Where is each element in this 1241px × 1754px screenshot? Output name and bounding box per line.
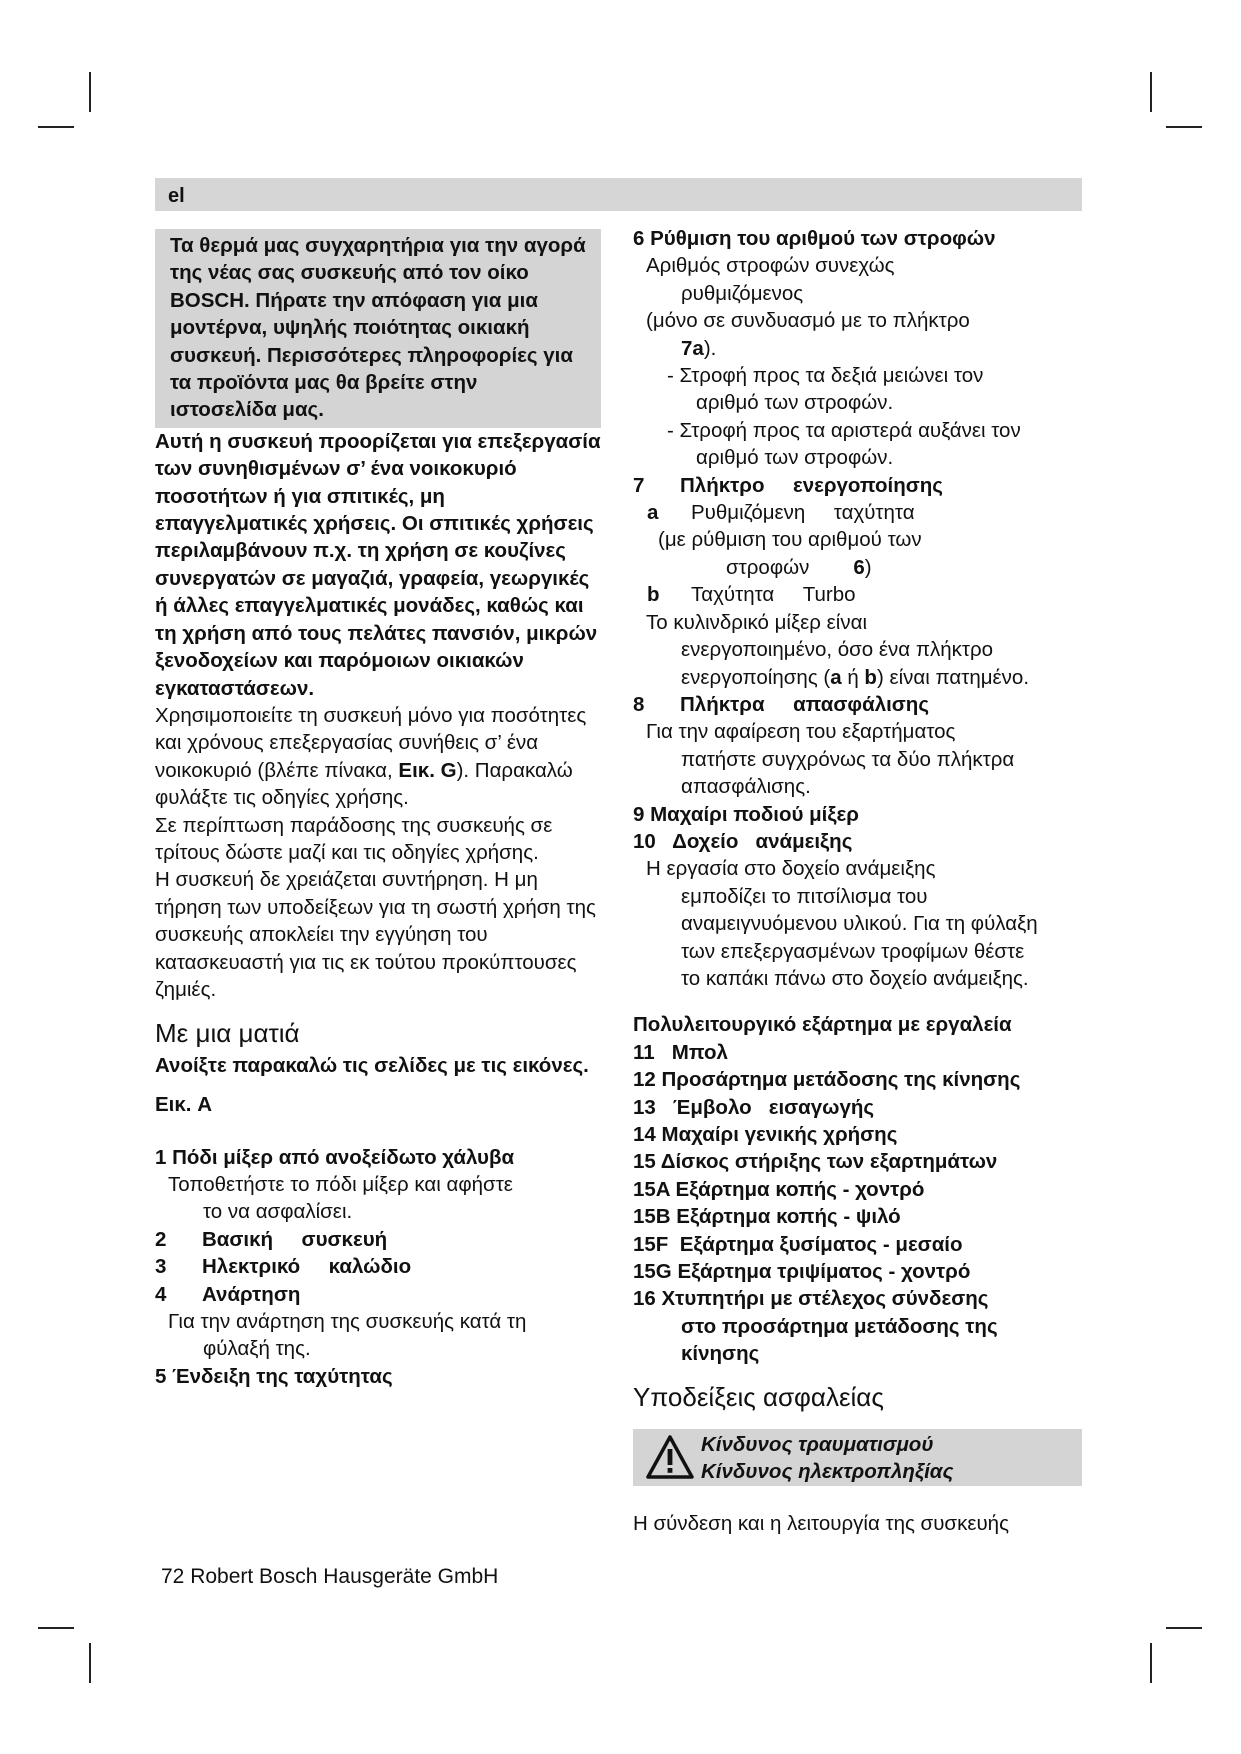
item-10: 10 Δοχείο ανάμειξης — [633, 829, 853, 853]
item-15g: 15G Εξάρτημα τριψίματος - χοντρό — [633, 1260, 971, 1284]
item-10-desc3: αναμειγνυόμενου υλικού. Για τη φύλαξη — [681, 912, 1038, 936]
item-7-desc1: Το κυλινδρικό μίξερ είναι — [646, 610, 867, 634]
item-7a-line3: στροφών 6) — [726, 555, 872, 579]
item-6-detail2-cont: αριθμό των στροφών. — [696, 446, 894, 470]
intended-use-text: Χρησιμοποιείτε τη συσκευή μόνο για ποσότητες και χρόνους επεξεργασίας συνήθεις σ’ ένα νοικοκυριό (βλέπε πίνακα, Εικ. G). Παρακαλώ φυλάξτε τις οδηγίες χρήσης. — [155, 703, 587, 810]
left-column — [155, 229, 601, 1390]
crop-mark — [1150, 1643, 1152, 1683]
overview-heading: Με μια ματιά — [155, 1018, 300, 1049]
item-1-desc: Τοποθετήστε το πόδι μίξερ και αφήστε — [168, 1173, 513, 1196]
item-1: 1 Πόδι μίξερ από ανοξείδωτο χάλυβα — [155, 1145, 515, 1169]
item-6-line1: Αριθμός στροφών συνεχώς — [646, 254, 895, 278]
item-4-desc: Για την ανάρτηση της συσκευής κατά τη — [168, 1310, 527, 1334]
item-16-cont2: κίνησης — [681, 1342, 760, 1366]
pass-on-text: Σε περίπτωση παράδοσης της συσκευής σε τρίτους δώστε μαζί και τις οδηγίες χρήσης. — [155, 813, 553, 864]
multi-tool-heading: Πολυλειτουργικό εξάρτημα με εργαλεία — [633, 1013, 1012, 1037]
crop-mark — [38, 1627, 74, 1629]
item-7a-line2: (με ρύθμιση του αριθμού των — [658, 528, 922, 552]
item-7: 7 Πλήκτρο ενεργοποίησης — [633, 473, 943, 497]
page-footer: 72 Robert Bosch Hausgeräte GmbH — [161, 1565, 499, 1588]
fig-g-reference: Εικ. G — [398, 758, 457, 782]
fig-a-label: Εικ. A — [155, 1093, 212, 1117]
item-6: 6 Ρύθμιση του αριθμού των στροφών — [633, 227, 996, 250]
item-8-desc2: πατήστε συγχρόνως τα δύο πλήκτρα — [681, 747, 1015, 771]
item-7b: b Ταχύτητα Turbo — [647, 583, 856, 607]
item-15f: 15F Εξάρτημα ξυσίματος - μεσαίο — [633, 1232, 963, 1256]
item-6-detail1: - Στροφή προς τα δεξιά μειώνει τον — [667, 364, 984, 388]
item-13: 13 Έμβολο εισαγωγής — [633, 1095, 875, 1119]
item-10-desc1: Η εργασία στο δοχείο ανάμειξης — [646, 857, 936, 881]
crop-mark — [89, 1643, 91, 1683]
safety-heading: Υποδείξεις ασφαλείας — [633, 1381, 884, 1412]
item-8: 8 Πλήκτρα απασφάλισης — [633, 692, 929, 716]
crop-mark — [89, 72, 91, 112]
item-15b: 15B Εξάρτημα κοπής - ψιλό — [633, 1205, 901, 1229]
item-12: 12 Προσάρτημα μετάδοσης της κίνησης — [633, 1068, 1021, 1092]
right-column — [633, 225, 1082, 1537]
item-8-desc1: Για την αφαίρεση του εξαρτήματος — [646, 720, 956, 744]
maintenance-text: Η συσκευή δε χρειάζεται συντήρηση. Η μη τήρηση των υποδείξεων για τη σωστή χρήση της συσκευής αποκλείει την εγγύηση του κατασκευαστή για τις εκ τούτου προκύπτουσες ζημιές. — [155, 868, 596, 1001]
item-11: 11 Μπολ — [633, 1040, 728, 1064]
item-6-detail1-cont: αριθμό των στροφών. — [696, 391, 894, 415]
warning-box — [633, 1429, 1082, 1486]
item-2: 2 Βασική συσκευή — [155, 1227, 388, 1251]
item-4-desc-cont: φύλαξή της. — [203, 1337, 311, 1361]
item-14: 14 Μαχαίρι γενικής χρήσης — [633, 1123, 898, 1146]
item-6-line2: ρυθμιζόμενος — [681, 281, 804, 305]
warning-electric-shock: Κίνδυνος ηλεκτροπληξίας — [701, 1460, 954, 1484]
item-6-detail2: - Στροφή προς τα αριστερά αυξάνει τον — [667, 418, 1021, 442]
item-6-line4: 7a). — [681, 336, 717, 360]
overview-subtitle: Ανοίξτε παρακαλώ τις σελίδες με τις εικόνες. — [155, 1053, 589, 1077]
connection-text: Η σύνδεση και η λειτουργία της συσκευής — [633, 1512, 1009, 1536]
intended-use-bold: Αυτή η συσκευή προορίζεται για επεξεργασία των συνηθισμένων σ’ ένα νοικοκυριό ποσοτήτων ή για σπιτικές, μη επαγγελματικές χρήσεις. Οι σπιτικές χρήσεις περιλαμβάνουν π.χ. τη χρήση σε κουζίνες συνεργατών σε μαγαζιά, γραφεία, γεωργικές ή άλλες επαγγελματικές μονάδες, καθώς και τη χρήση από τους πελάτες πανσιόν, μικρών ξενοδοχείων και παρόμοιων οικιακών εγκαταστάσεων. — [155, 429, 601, 700]
item-7-desc2: ενεργοποιημένο, όσο ένα πλήκτρο — [681, 638, 994, 662]
item-9: 9 Μαχαίρι ποδιού μίξερ — [633, 802, 859, 826]
crop-mark — [38, 126, 74, 128]
item-10-desc5: το καπάκι πάνω στο δοχείο ανάμειξης. — [681, 966, 1029, 990]
item-7-desc3: ενεργοποίησης (a ή b) είναι πατημένο. — [681, 665, 1030, 689]
warning-triangle-icon — [645, 1434, 695, 1480]
item-1-desc-cont: το να ασφαλίσει. — [203, 1200, 353, 1224]
item-16-cont: στο προσάρτημα μετάδοσης της — [681, 1314, 998, 1338]
item-3: 3 Ηλεκτρικό καλώδιο — [155, 1255, 412, 1279]
item-7a: a Ρυθμιζόμενη ταχύτητα — [647, 501, 915, 525]
item-15a: 15A Εξάρτημα κοπής - χοντρό — [633, 1177, 925, 1201]
crop-mark — [1166, 126, 1202, 128]
intro-box: Τα θερμά μας συγχαρητήρια για την αγορά της νέας σας συσκευής από τον οίκο BOSCH. Πήρατε την απόφαση για μια μοντέρνα, υψηλής ποιότητας οικιακή συσκευή. Περισσότερες πληροφορίες για τα προϊόντα μας θα βρείτε στην ιστοσελίδα μας. — [155, 229, 601, 428]
item-10-desc2: εμποδίζει το πιτσίλισμα του — [681, 884, 928, 908]
item-6-line3: (μόνο σε συνδυασμό με το πλήκτρο — [646, 309, 970, 333]
item-15: 15 Δίσκος στήριξης των εξαρτημάτων — [633, 1150, 998, 1174]
item-8-desc3: απασφάλισης. — [681, 775, 811, 799]
crop-mark — [1150, 72, 1152, 112]
item-4: 4 Ανάρτηση — [155, 1282, 301, 1306]
language-header-band — [155, 178, 1082, 211]
item-16: 16 Χτυπητήρι με στέλεχος σύνδεσης — [633, 1287, 989, 1311]
item-10-desc4: των επεξεργασμένων τροφίμων θέστε — [681, 939, 1025, 963]
warning-injury: Κίνδυνος τραυματισμού — [701, 1433, 934, 1457]
language-code: el — [168, 185, 185, 207]
crop-mark — [1166, 1627, 1202, 1629]
item-5: 5 Ένδειξη της ταχύτητας — [155, 1364, 393, 1388]
